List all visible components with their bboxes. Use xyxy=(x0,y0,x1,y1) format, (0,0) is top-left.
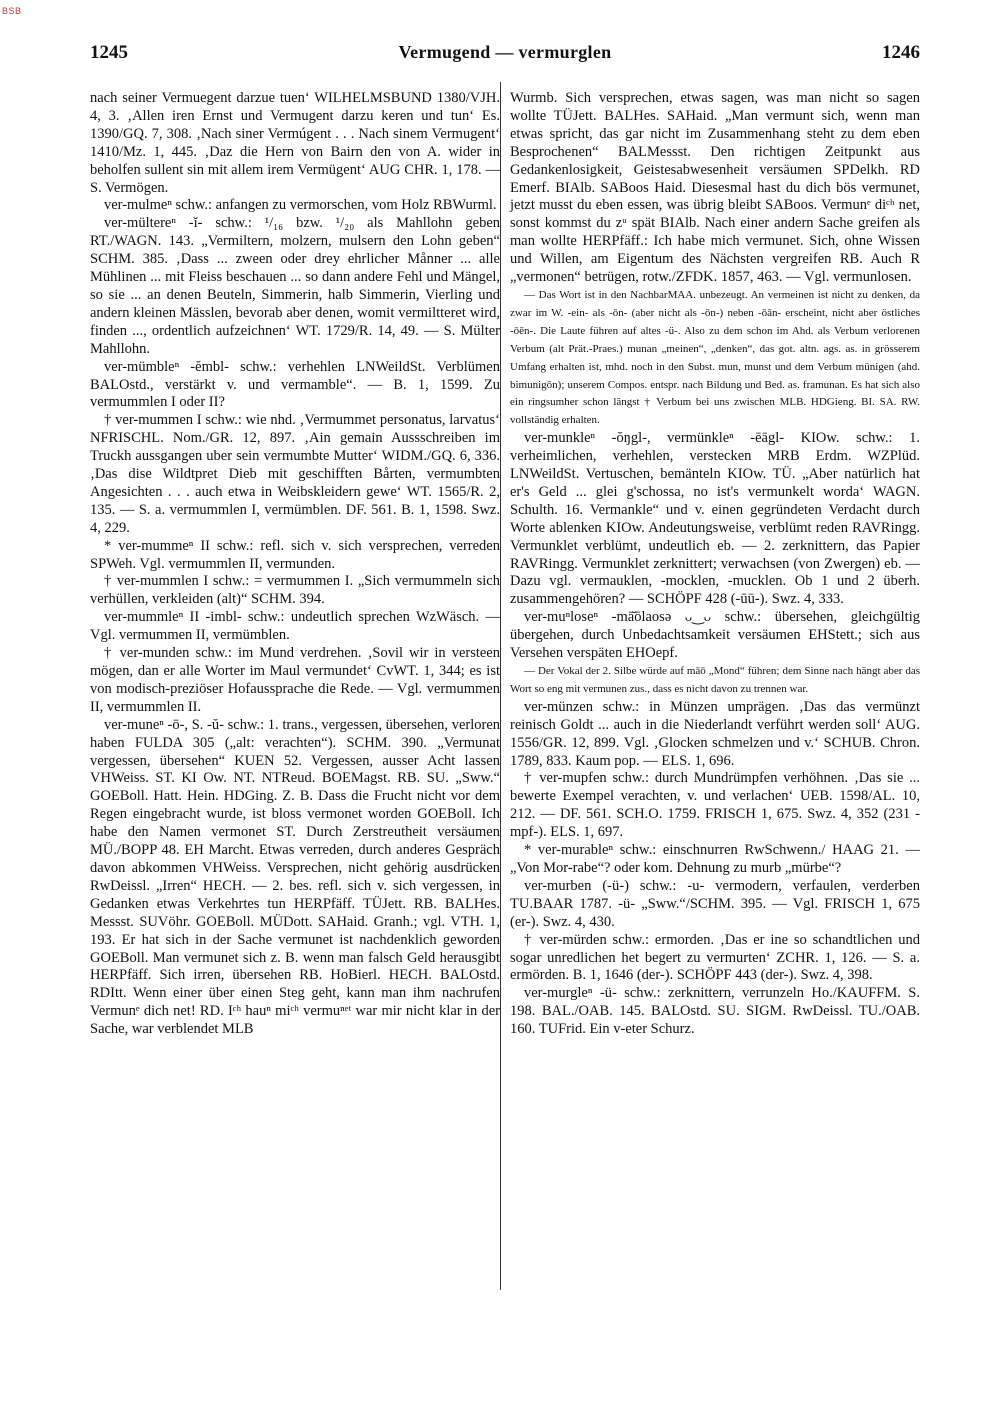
page-number-right: 1246 xyxy=(882,42,920,63)
continued-entry: nach seiner Vermuegent darzue tuen‘ WILHELMSBUND 1380/VJH. 4, 3. ‚Allen iren Ernst und Vermugent darzu keren und tun‘ Es. 1390/GQ. 7, 308. ‚Nach siner Vermúgent . . . Nach sinem Vermugent‘ 1410/Mz. 1, 445. ‚Daz die Hern von Bairn den von A. wider in beholfen sullent sin mit allem irem Vermügent‘ AUG CHR. 1, 178. — S. Vermögen. xyxy=(90,90,500,196)
left-column xyxy=(90,90,500,1039)
dictionary-entry: † ver-mupfen schw.: durch Mundrümpfen verhöhnen. ‚Das sie ... bewerte Exempel verachten, v. und verlachen‘ UEB. 1598/AL. 10, 212. — DF. 561. SCH.O. 1759. FRISCH 1, 675. Swz. 4, 352 (231 -mpf-). ELS. 1, 697. xyxy=(510,770,920,841)
etymology-note: — Das Wort ist in den NachbarMAA. unbezeugt. An vermeinen ist nicht zu denken, da zwar im W. -ein- als -ōn- (aber nicht als -ōn-) neben -ōān- erscheint, nicht aber östliches -ōēn-. Die Laute führen auf altes -ü-. Also zu dem schon im Ahd. als Verbum verlorenen Verbum (alt Prät.-Praes.) munan „meinen“, „denken“, das got. altn. ags. as. in grösserem Umfang erhalten ist, mhd. noch in den Subst. mun, munst und dem Verbum münigen (ahd. bimunigōn); unserem Compos. entspr. nach Bildung und Bed. as. framunan. Es hat sich also ein ringsumher schon längst † Verbum bei uns zwischen MLB. HDGieng. BI. SA. RW. vollständig erhalten. xyxy=(510,288,920,427)
dictionary-entry: * ver-murableⁿ schw.: einschnurren RwSchwenn./ HAAG 21. — „Von Mor-rabe“? oder kom. Dehnung zu murb „mürbe“? xyxy=(510,842,920,876)
column-divider xyxy=(500,82,501,1290)
dictionary-entry: † ver-mummen I schw.: wie nhd. ‚Vermummet personatus, larvatus‘ NFRISCHL. Nom./GR. 12, 897. ‚Ain gemain Aussschreiben im Truckh aussgangen uber sein vermumbte Mutter‘ WIDM./GQ. 6, 336. ‚Das dise Wildtpret Dieb mit geschifften Bårten, vermumbten Angesichten . . . auch etwa in Weibskleidern gewe‘ WT. 1565/R. 2, 135. — S. a. vermummlen I, vermümblen. DF. 561. B. 1, 1598. Swz. 4, 229. xyxy=(90,412,500,536)
dictionary-entry: † ver-mummlen I schw.: = vermummen I. „Sich vermummeln sich verhüllen, verkleiden (alt)“ SCHM. 394. xyxy=(90,573,500,608)
right-column xyxy=(510,90,920,1039)
etymology-note: — Der Vokal der 2. Silbe würde auf māō „Mond“ führen; dem Sinne nach hängt aber das Wort so eng mit vermunen zus., dass es nicht davon zu trennen war. xyxy=(510,665,920,695)
dictionary-entry: † ver-mürden schw.: ermorden. ‚Das er ine so schandtlichen und sogar unredlichen het begert zu vermurten‘ ZCHR. 1, 126. — S. a. ermörden. B. 1, 1646 (der-). SCHÖPF 443 (der-). Swz. 4, 398. xyxy=(510,931,920,984)
dictionary-entry: ver-murgleⁿ -ü- schw.: zerknittern, verrunzeln Ho./KAUFFM. S. 198. BAL./OAB. 145. BALOstd. SU. SIGM. RwDeissl. TU./OAB. 160. TUFrid. Ein v-eter Schurz. xyxy=(510,985,920,1038)
library-stamp: BSB xyxy=(2,6,22,16)
dictionary-entry: ver-mülterеⁿ -ĭ- schw.: ¹/₁₆ bzw. ¹/₂₀ als Mahllohn geben RT./WAGN. 143. „Vermiltern, molzern, mulsern den Lohn geben“ SCHM. 385. ‚Dass ... zween oder drey ehrlicher Månner ... alle Mühlinen ... mit Fleiss beschauen ... so dann andere Fehl und Mängel, so sie ... an denen Beuteln, Simmerin, halb Simmerin, Vierling und andern kleinen Mässlen, bevorab aber denen, womit vermiltteret wird, finden ..., ordentlich aufzeichnen‘ WT. 1729/R. 14, 49. — S. Mülter Mahllohn. xyxy=(90,215,500,357)
dictionary-entry: ver-mulmeⁿ schw.: anfangen zu vermorschen, vom Holz RBWurml. xyxy=(104,197,497,214)
running-title: Vermugend — vermurglen xyxy=(398,42,612,62)
dictionary-entry: ver-munkleⁿ -ŏŋgl-, vermünkleⁿ -ēāgl- KIOw. schw.: 1. verheimlichen, verhehlen, verstecken MRB Erdm. WZPlüd. LNWeildSt. Vertuschen, bemänteln KIOw. TÜ. „Aber natürlich hat er's Geld ... glei g'schossa, no ist's vermunkelt worda‘ WAGN. Schulth. 16. Vermankle“ und v. einen gegründeten Verdacht durch Worte ablenken KIOw. Andeutungsweise, verblümt reden RAVRingg. Vermunklet verblümt, undeutlich eb. — 2. zerknittern, das Papier RAVRingg. Vermunklet zerknittert; verwachsen (von Zwergen) eb. — Dazu vgl. vermauklen, -mocklen, -mucklen. Ob 1 und 2 überh. zusammengehören? — SCHÖPF 428 (-ūū-). Swz. 4, 333. xyxy=(510,430,920,608)
dictionary-entry: ver-murben (-ü-) schw.: -u- vermodern, verfaulen, verderben TU.BAAR 1787. -ü- „Sww.“/SCHM. 395. — Vgl. FRISCH 1, 675 (er-). Swz. 4, 430. xyxy=(510,877,920,930)
dictionary-entry: ver-mümbleⁿ -ĕmbl- schw.: verhehlen LNWeildSt. Verblümen BALOstd., verstärkt v. und vermamble“. — B. 1, 1599. Zu vermummlen I oder II? xyxy=(90,358,500,411)
page-number-left: 1245 xyxy=(90,42,128,63)
dictionary-entry: ver-münzen schw.: in Münzen umprägen. ‚Das das vermünzt reinisch Goldt ... auch in die Niederlandt verführt werden soll‘ AUG. 1556/GR. 12, 899. Vgl. ‚Glocken schmelzen und v.‘ SCHUB. Chron. 1789, 833. Kaum pop. — ELS. 1, 696. xyxy=(510,698,920,769)
dictionary-entry: ver-mummleⁿ II -imbl- schw.: undeutlich sprechen WzWäsch. — Vgl. vermummen II, vermümblen. xyxy=(90,609,500,644)
dictionary-entry: † ver-munden schw.: im Mund verdrehen. ‚Sovil wir in versteen mögen, dan er alle Worter im Maul vermundet‘ CvWT. 1, 344; es ist von modisch-preziöser Hofaussprache die Rede. — Vgl. vermummen II, vermummlen II. xyxy=(90,645,500,715)
dictionary-entry: * ver-mummeⁿ II schw.: refl. sich v. sich versprechen, verreden SPWeh. Vgl. vermummlen II, vermunden. xyxy=(90,537,500,572)
page-header xyxy=(90,42,920,72)
dictionary-entry: ver-muⁿloseⁿ -mā̆ōlaosә ᴗ‿ᴗ schw.: übersehen, gleichgültig übergehen, durch Unbedachtsamkeit versäumen EHStett.; sich aus Versehen verspäten EHOepf. xyxy=(510,609,920,662)
dictionary-entry: ver-muneⁿ -ō-, S. -ŭ- schw.: 1. trans., vergessen, übersehen, verloren haben FULDA 305 („alt: verachten“). SCHM. 390. „Vermunat vergessen, übersehen“ KUEN 52. Vergessen, ausser Acht lassen VHWeiss. ST. KI Ow. NT. NTReud. BOEMagst. RB. SU. „Sww.“ GOEBoll. Hatt. Hein. HDGing. Z. B. Dass die Frucht nicht vor dem Regen eingebracht wurde, ist bloss vermonet worden GOEBoll. Ich habe den Namen vermonet ST. Durch Zerstreutheit versäumen MÜ./BOPP 48. EH Marcht. Etwas verreden, durch anderes Gespräch davon abkommen VHWeiss. Versprechen, nicht gehörig ausdrücken RwDeissl. „Irren“ HECH. — 2. bes. refl. sich v. sich vergessen, in Gedanken etwas Verkehrtes tun HERPfäff. TÜJett. RB. BALHes. Messst. SUVöhr. GOEBoll. MÜDott. SAHaid. Granh.; vgl. VTH. 1, 193. Er hat sich in der Sache vermunet ist nachdenklich geworden GOEBoll. Man vermunet sich z. B. wenn man falsch Geld herausgibt HERPfäff. Sich irren, übersehen RB. HoBierl. HECH. BALOstd. RDItt. Wenn einer über einen Steg geht, kann man ihm nachrufen Vermunᵉ dich net! RD. Iᶜʰ hauⁿ miᶜʰ vermuⁿᵉᵗ war mir nicht klar in der Sache, war verblendet MLB xyxy=(90,716,500,1038)
continued-entry: Wurmb. Sich versprechen, etwas sagen, was man nicht so sagen wollte TÜJett. BALHes. SAHaid. „Man vermunt sich, wenn man etwas spricht, das gar nicht im Zusammenhang steht zu dem eben Besprochenen“ BALMessst. Den richtigen Zeitpunkt aus Gedankenlosigkeit, Geistesabwesenheit versäumen SPDelkh. RD Emerf. BIAlb. SABoos Haid. Diesesmal hast du dich bös vermunet, jetzt musst du eben essen, was übrig bleibt SABoos. Vermunᵉ diᶜʰ net, sonst kommst du zᵘ spät BIAlb. Nach einer andern Sache greifen als man wollte HERPfäff.: Ich habe mich vermunet. Sich, ohne Wissen und Willen, am Eigentum des Nächsten vergreifen RB. Auch R „vermonen“ betrügen, rotw./ZFDK. 1857, 463. — Vgl. vermunlosen. xyxy=(510,90,920,286)
